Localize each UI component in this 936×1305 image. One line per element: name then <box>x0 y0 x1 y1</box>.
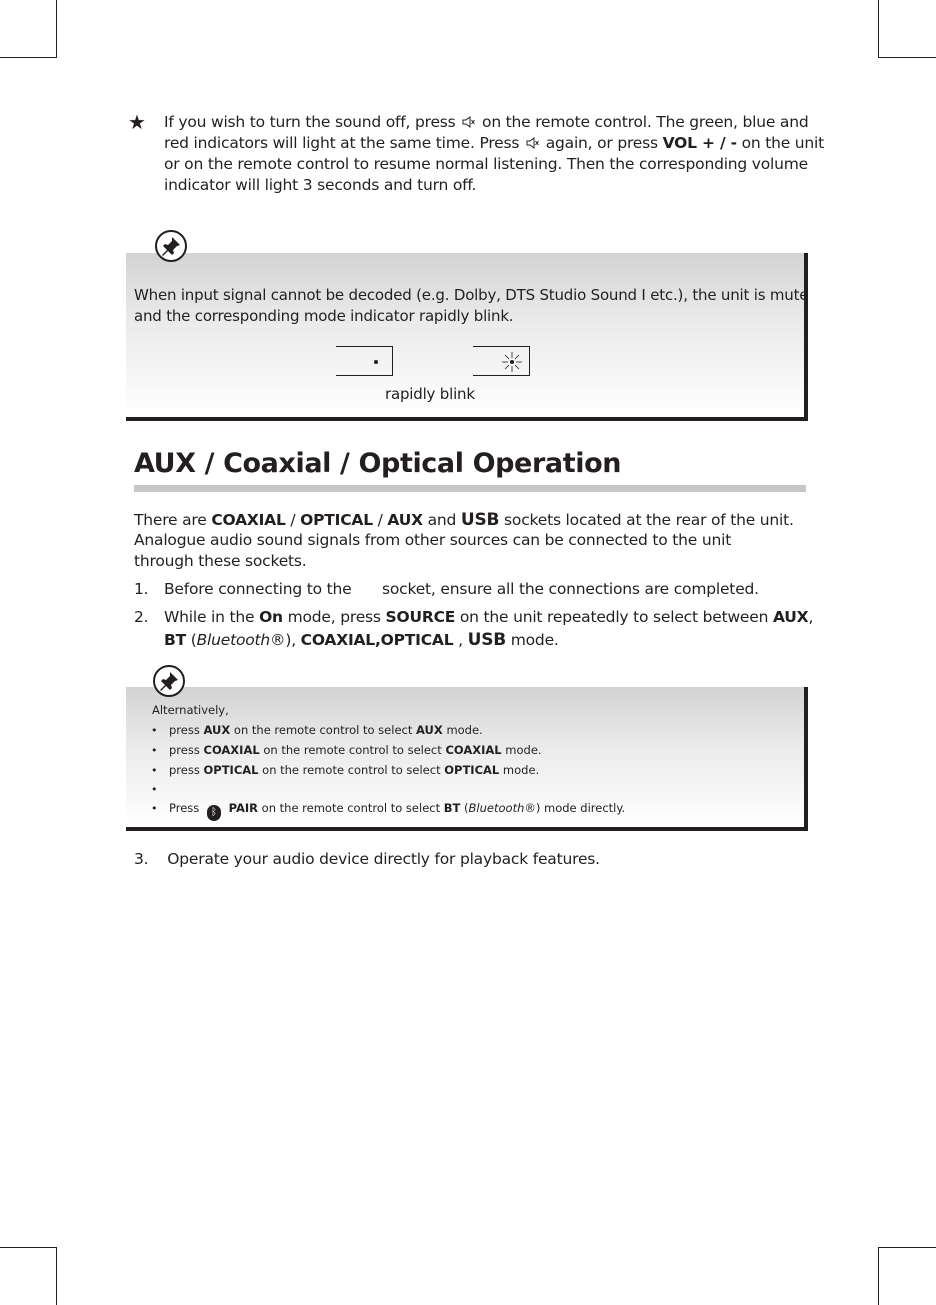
text: press <box>169 743 200 757</box>
usb-key: USB <box>467 630 507 650</box>
text: , <box>458 631 463 649</box>
aux-mode: AUX <box>416 723 443 737</box>
text: press <box>169 723 200 737</box>
indicator-steady <box>336 346 393 376</box>
note-text: When input signal cannot be decoded (e.g. Dolby, DTS Studio Sound I etc.), the unit is mute <box>134 286 809 304</box>
star-icon: ★ <box>128 110 146 134</box>
pushpin-icon <box>153 665 185 697</box>
tip-line-3: or on the remote control to resume normal listening. Then the corresponding volume <box>164 155 809 173</box>
text: / <box>377 511 383 529</box>
note-text: and the corresponding mode indicator rapidly blink. <box>134 307 514 325</box>
crop-mark <box>0 57 56 58</box>
aux-key: AUX <box>203 723 231 737</box>
bt-key: BT <box>164 631 186 649</box>
note-item-coaxial <box>169 743 542 757</box>
optical-key: OPTICAL <box>203 763 259 777</box>
note-box-alternatives <box>126 687 808 831</box>
text: on the remote control to select <box>261 801 441 815</box>
bullet: • <box>151 744 158 757</box>
note-intro: Alternatively, <box>152 703 229 717</box>
crop-mark <box>56 1247 57 1305</box>
optical-mode: OPTICAL <box>444 763 500 777</box>
text: on the remote control to select <box>263 743 442 757</box>
crop-mark <box>878 0 879 58</box>
note-item-bt <box>169 801 625 821</box>
bluetooth-text: Bluetooth® <box>196 631 286 649</box>
title-rule <box>134 485 806 492</box>
text: mode. <box>510 631 559 649</box>
bullet: • <box>151 724 158 737</box>
text: press <box>169 763 200 777</box>
vol-key: VOL + / - <box>662 134 737 152</box>
indicator-blink <box>473 346 530 376</box>
text: / <box>290 511 296 529</box>
coaxial-key: COAXIAL <box>211 511 286 529</box>
on-key: On <box>259 608 283 626</box>
text: , <box>808 608 814 626</box>
bullet: • <box>151 764 158 777</box>
bullet: • <box>151 783 158 796</box>
tip-text: red indicators will light at the same time. Press <box>164 134 520 152</box>
section-title: AUX / Coaxial / Optical Operation <box>134 448 622 479</box>
text: and <box>427 511 457 529</box>
crop-mark <box>56 0 57 58</box>
text: There are <box>134 511 207 529</box>
text: ), <box>285 631 296 649</box>
text: sockets located at the rear of the unit. <box>504 511 794 529</box>
text: on the unit repeatedly to select between <box>459 608 769 626</box>
mute-icon <box>462 116 475 128</box>
crop-mark <box>0 1247 56 1248</box>
text: While in the <box>164 608 255 626</box>
usb-key: USB <box>460 510 500 530</box>
bt-key: BT <box>443 801 461 815</box>
tip-line-1 <box>164 113 808 131</box>
pair-key: PAIR <box>228 801 259 815</box>
optical-key: OPTICAL <box>300 511 373 529</box>
step-number: 2. <box>134 608 149 626</box>
intro-line-3: through these sockets. <box>134 552 307 570</box>
bluetooth-icon: ᛒ <box>207 805 221 821</box>
text: Press <box>169 801 200 815</box>
text: mode. <box>446 723 483 737</box>
led-dot-icon <box>374 360 378 364</box>
led-blink-icon <box>501 351 523 373</box>
coaxial-mode: COAXIAL <box>445 743 502 757</box>
coaxial-key: COAXIAL <box>203 743 260 757</box>
crop-mark <box>879 1247 936 1248</box>
text: mode. <box>502 763 540 777</box>
intro-line-1 <box>134 510 794 530</box>
aux-key: AUX <box>772 608 809 626</box>
step-2-line-2 <box>164 630 559 650</box>
tip-line-2 <box>164 134 824 152</box>
step-1-a: Before connecting to the <box>164 580 352 598</box>
mute-icon <box>526 137 539 149</box>
step-1-b: socket, ensure all the connections are completed. <box>382 580 759 598</box>
bluetooth-text: Bluetooth® <box>468 801 536 815</box>
optical-key: OPTICAL <box>380 631 454 649</box>
text: ) mode directly. <box>535 801 626 815</box>
coaxial-key: COAXIAL, <box>300 631 381 649</box>
blink-caption: rapidly blink <box>385 385 475 403</box>
tip-text: on the unit <box>741 134 825 152</box>
text: on the remote control to select <box>262 763 441 777</box>
tip-text: on the remote control. The green, blue and <box>482 113 809 131</box>
tip-text: If you wish to turn the sound off, press <box>164 113 456 131</box>
aux-key: AUX <box>387 511 423 529</box>
bullet: • <box>151 802 158 815</box>
tip-text: again, or press <box>545 134 658 152</box>
text: on the remote control to select <box>233 723 413 737</box>
crop-mark <box>879 57 936 58</box>
note-item-optical <box>169 763 539 777</box>
note-item-aux <box>169 723 483 737</box>
tip-line-4: indicator will light 3 seconds and turn off. <box>164 176 477 194</box>
step-number: 1. <box>134 580 149 598</box>
step-3: 3. Operate your audio device directly for playback features. <box>134 850 600 868</box>
text: mode. <box>505 743 542 757</box>
text: mode, press <box>287 608 381 626</box>
crop-mark <box>878 1247 879 1305</box>
step-2-line-1 <box>164 608 813 626</box>
text: ( <box>190 631 197 649</box>
intro-line-2: Analogue audio sound signals from other sources can be connected to the unit <box>134 531 732 549</box>
pushpin-icon <box>155 230 187 262</box>
text: ( <box>464 801 469 815</box>
source-key: SOURCE <box>385 608 456 626</box>
note-box-decode <box>126 253 808 421</box>
